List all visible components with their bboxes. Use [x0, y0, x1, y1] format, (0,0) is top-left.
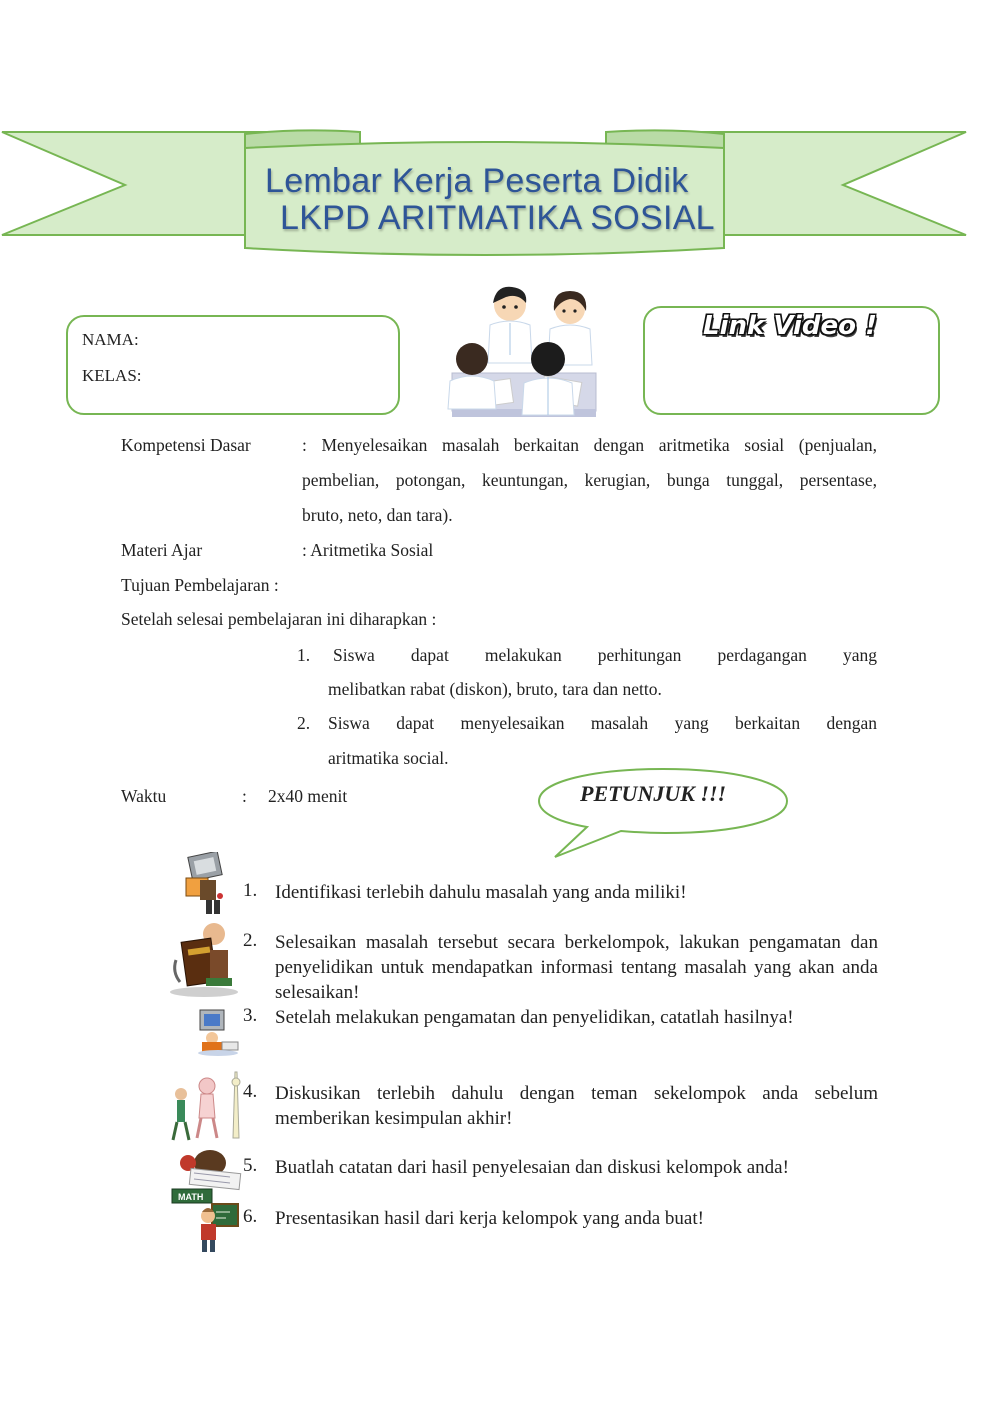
- students-discussion-illustration: [446, 285, 602, 419]
- tujuan-label: Tujuan Pembelajaran :: [121, 575, 279, 595]
- page-title-line2: LKPD ARITMATIKA SOSIAL: [280, 199, 715, 237]
- step-1-text: Identifikasi terlebih dahulu masalah yang anda miliki!: [275, 882, 687, 903]
- step-2-text: Selesaikan masalah tersebut secara berkelompok, lakukan pengamatan dan penyelidikan untuk mendapatkan informasi tentang masalah yang akan anda selesaikan!: [275, 932, 878, 1003]
- kd-label: Kompetensi Dasar: [121, 435, 251, 455]
- math-book-label: MATH: [178, 1192, 204, 1202]
- step-6-number: 6.: [243, 1206, 258, 1227]
- objective-1-line1: Siswa dapat melakukan perhitungan perdagangan yang: [333, 645, 877, 665]
- step-3-number: 3.: [243, 1005, 258, 1026]
- waktu-separator: :: [242, 786, 247, 806]
- step-1-number: 1.: [243, 880, 258, 901]
- step-5-number: 5.: [243, 1155, 258, 1176]
- kd-text-line2: pembelian, potongan, keuntungan, kerugian, bunga tunggal, persentase,: [302, 470, 877, 490]
- reading-book-person-icon: [166, 920, 242, 998]
- group-discussion-icon: [163, 1068, 245, 1146]
- objective-2-number: 2.: [297, 713, 311, 733]
- computer-head-person-icon: [180, 852, 228, 918]
- step-4-text: Diskusikan terlebih dahulu dengan teman sekelompok anda sebelum memberikan kesimpulan akhir!: [275, 1083, 878, 1129]
- objective-1-line2: melibatkan rabat (diskon), bruto, tara dan netto.: [328, 679, 662, 699]
- video-link-label[interactable]: Link Video !: [703, 311, 877, 341]
- petunjuk-heading: PETUNJUK !!!: [580, 781, 727, 806]
- presenting-teacher-icon: [196, 1202, 240, 1254]
- computer-user-icon: [196, 1008, 242, 1056]
- step-3-text: Setelah melakukan pengamatan dan penyelidikan, catatlah hasilnya!: [275, 1007, 794, 1028]
- petunjuk-speech-bubble: [535, 765, 791, 861]
- step-4-number: 4.: [243, 1081, 258, 1102]
- objective-2-line1: Siswa dapat menyelesaikan masalah yang berkaitan dengan: [328, 713, 877, 733]
- class-label: KELAS:: [82, 366, 142, 385]
- waktu-label: Waktu: [121, 786, 167, 806]
- step-6-text: Presentasikan hasil dari kerja kelompok yang anda buat!: [275, 1208, 704, 1229]
- waktu-value: 2x40 menit: [268, 786, 348, 806]
- kd-text-line3: bruto, neto, dan tara).: [302, 505, 453, 525]
- objectives-intro: Setelah selesai pembelajaran ini diharapkan :: [121, 609, 437, 629]
- page-title-line1: Lembar Kerja Peserta Didik: [265, 162, 689, 200]
- materi-value: : Aritmetika Sosial: [302, 540, 434, 560]
- objective-1-number: 1.: [297, 645, 311, 665]
- writing-student-icon: [170, 1147, 248, 1207]
- name-label: NAMA:: [82, 330, 139, 349]
- materi-label: Materi Ajar: [121, 540, 203, 560]
- step-2-number: 2.: [243, 930, 258, 951]
- step-5-text: Buatlah catatan dari hasil penyelesaian dan diskusi kelompok anda!: [275, 1157, 789, 1178]
- objective-2-line2: aritmatika social.: [328, 748, 449, 768]
- kd-text-line1: : Menyelesaikan masalah berkaitan dengan aritmetika sosial (penjualan,: [302, 435, 877, 455]
